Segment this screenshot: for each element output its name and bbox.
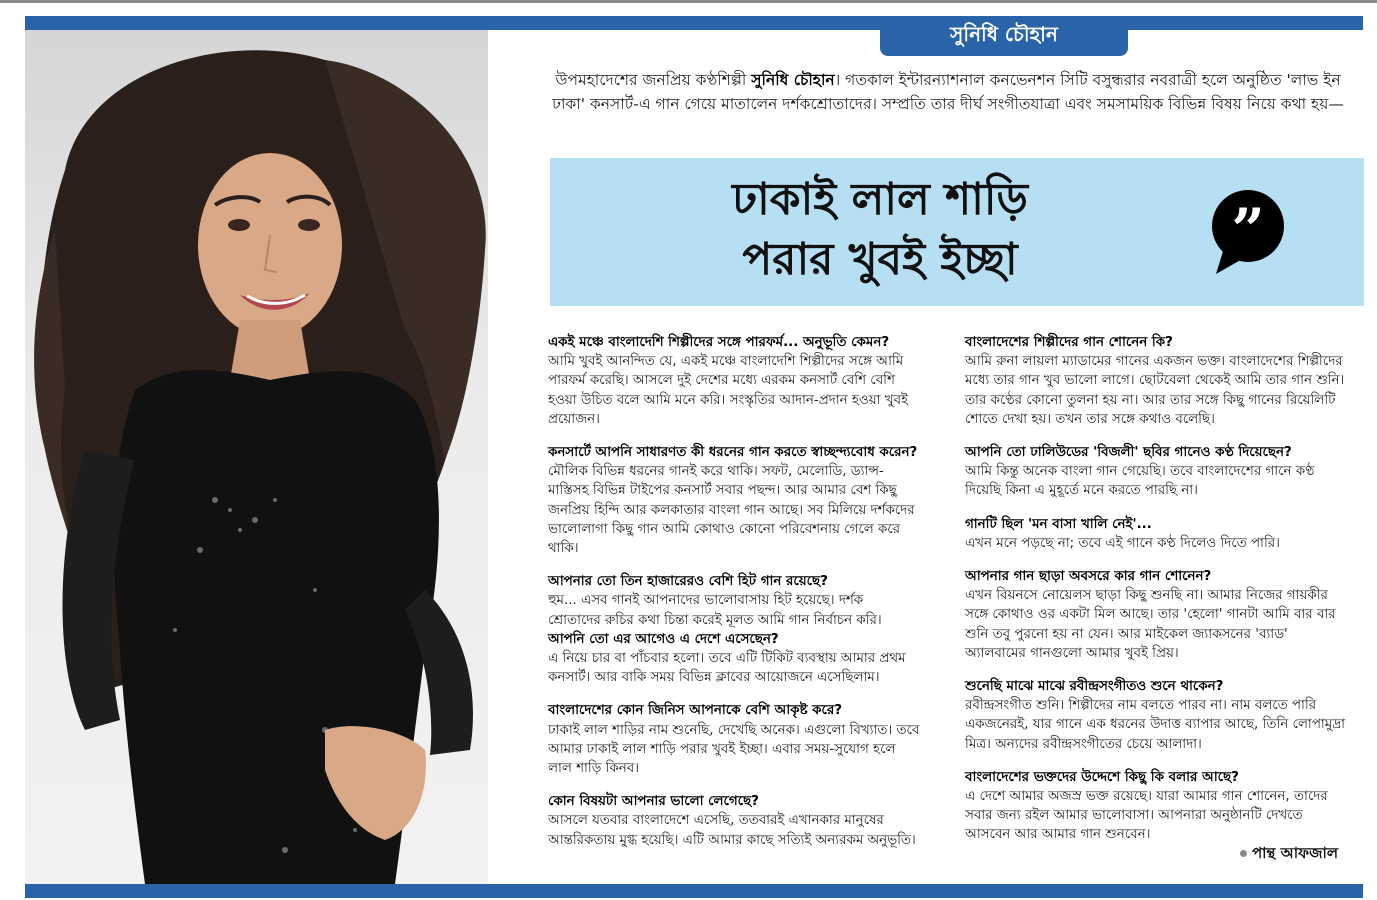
qa-item: [548, 443, 920, 558]
singer-photo: [25, 30, 488, 884]
headline: [550, 170, 1210, 290]
answer: এখন বিয়নসে নোয়েলস ছাড়া কিছু শুনছি না। আমার নিজের গায়কীর সঙ্গে কোথাও ওর একটা মিল আছে। তার 'হেলো' গানটা আমি বার বার শুনি তবু পুরনো হয় না যেন। আর মাইকেল জ্যাকসনের 'ব্যাড' অ্যালবামের গানগুলো আমার খুবই প্রিয়।: [965, 588, 1336, 661]
answer: আমি খুবই আনন্দিত যে, একই মঞ্চে বাংলাদেশি শিল্পীদের সঙ্গে আমি পারফর্ম করেছি। আসলে দুই দেশের মধ্যে এরকম কনসার্ট বেশি বেশি হওয়া উচিত বলে আমি মনে করি। সংস্কৃতির আদান-প্রদান হওয়া খুবই প্রয়োজন।: [548, 354, 909, 427]
headline-line-2: পরার খুবই ইচ্ছা: [742, 234, 1018, 285]
intro-paragraph: [548, 68, 1348, 116]
question: কোন বিষয়টা আপনার ভালো লেগেছে?: [548, 794, 759, 810]
qa-item: [965, 677, 1345, 754]
svg-text:”: ”: [1231, 196, 1265, 264]
answer: আমি কিন্তু অনেক বাংলা গান গেয়েছি। তবে বাংলাদেশের গানে কণ্ঠ দিয়েছি কিনা এ মুহূর্তে মনে করতে পারছি না।: [965, 464, 1315, 499]
left-column: [548, 333, 920, 864]
answer: রবীন্দ্রসংগীত শুনি। শিল্পীদের নাম বলতে পারব না। নাম বলতে পারি একজনেরই, যার গানে এক ধরনের উদাত্ত ব্যাপার আছে, তিনি লোপামুদ্রা মিত্র। অন্যদের রবীন্দ্রসংগীতের চেয়ে আলাদা।: [965, 698, 1346, 752]
intro-rest: । গতকাল ইন্টারন্যাশনাল কনভেনশন সিটি বসুন্ধরার নবরাত্রী হলে অনুষ্ঠিত 'লাভ ইন ঢাকা' কনসার্ট-এ গান গেয়ে মাতালেন দর্শকশ্রোতাদের। সম্প্রতি তার দীর্ঘ সংগীতযাত্রা এবং সমসাময়িক বিভিন্ন বিষয় নিয়ে কথা হয়—: [552, 71, 1344, 113]
question: আপনি তো এর আগেও এ দেশে এসেছেন?: [548, 631, 779, 647]
qa-item: [548, 701, 920, 778]
question: বাংলাদেশের ভক্তদের উদ্দেশে কিছু কি বলার আছে?: [965, 769, 1239, 785]
top-rule: [0, 0, 1377, 3]
answer: ঢাকাই লাল শাড়ির নাম শুনেছি, দেখেছি অনেক। এগুলো বিখ্যাত। তবে আমার ঢাকাই লাল শাড়ি পরার খুবই ইচ্ছা। এবার সময়-সুযোগ হলে লাল শাড়ি কিনব।: [548, 722, 920, 777]
qa-item: [548, 630, 920, 688]
qa-item: [548, 792, 920, 850]
answer: এ দেশে আমার অজস্র ভক্ত রয়েছে। যারা আমার গান শোনেন, তাদের সবার জন্য রইল আমার ভালোবাসা। আপনারা অনুষ্ঠানটি দেখতে আসবেন আর আমার গান শুনবেন।: [965, 789, 1328, 843]
headline-box: [550, 158, 1364, 306]
bottom-color-bar: [25, 884, 1363, 898]
question: আপনার তো তিন হাজারেরও বেশি হিট গান রয়েছে?: [548, 574, 828, 590]
question: শুনেছি মাঝে মাঝে রবীন্দ্রসংগীতও শুনে থাকেন?: [965, 679, 1224, 695]
intro-lead: উপমহাদেশের জনপ্রিয় কণ্ঠশিল্পী: [555, 71, 747, 89]
qa-item: [965, 333, 1345, 429]
name-tab: সুনিধি চৌহান: [880, 16, 1128, 56]
speech-bubble-quote-icon: [1210, 188, 1286, 276]
question: বাংলাদেশের কোন জিনিস আপনাকে বেশি আকৃষ্ট করে?: [548, 703, 843, 719]
right-column: [965, 333, 1345, 859]
question: আপনার গান ছাড়া অবসরে কার গান শোনেন?: [965, 569, 1212, 585]
question: কনসার্টে আপনি সাধারণত কী ধরনের গান করতে স্বাচ্ছন্দ্যবোধ করেন?: [548, 445, 918, 461]
qa-item: [965, 567, 1345, 663]
answer: আমি রুনা লায়লা ম্যাডামের গানের একজন ভক্ত। বাংলাদেশের শিল্পীদের মধ্যে তার গান খুব ভালো লাগে। ছোটবেলা থেকেই আমি তার গান শুনি। তার কণ্ঠের কোনো তুলনা হয় না। আর তার সঙ্গে কিছু গানের রিয়েলিটি শোতে দেখা হয়। তখন তার সঙ্গে কথাও বলেছি।: [965, 354, 1345, 427]
answer: আসলে যতবার বাংলাদেশে এসেছি, ততবারই এখানকার মানুষের আন্তরিকতায় মুগ্ধ হয়েছি। এটি আমার কাছে সত্যিই অন্যরকম অনুভূতি।: [548, 813, 916, 848]
answer: মৌলিক বিভিন্ন ধরনের গানই করে থাকি। সফট, মেলোডি, ড্যান্স-মাস্তিসহ বিভিন্ন টাইপের কনসার্ট সবার পছন্দ। আর আমার বেশ কিছু জনপ্রিয় হিন্দি আর কলকাতার বাংলা গান আছে। সব মিলিয়ে দর্শকদের ভালোলাগা কিছু গান আমি কোথাও কোনো পরিবেশনায় গেলে করে থাকি।: [548, 464, 915, 557]
question: একই মঞ্চে বাংলাদেশি শিল্পীদের সঙ্গে পারফর্ম... অনুভূতি কেমন?: [548, 335, 890, 350]
byline: [1240, 842, 1338, 867]
singer-photo-illustration: [25, 30, 488, 884]
answer: এখন মনে পড়ছে না; তবে এই গানে কণ্ঠ দিলেও দিতে পারি।: [965, 535, 1280, 551]
qa-item: [548, 333, 920, 429]
answer: এ নিয়ে চার বা পাঁচবার হলো। তবে এটি টিকিট ব্যবস্থায় আমার প্রথম কনসার্ট। আর বাকি সময় বিভিন্ন ক্লাবের আয়োজনে এসেছিলাম।: [548, 651, 906, 686]
qa-item: [965, 443, 1345, 501]
answer: হুম... এসব গানই আপনাদের ভালোবাসায় হিট হয়েছে। দর্শক শ্রোতাদের রুচির কথা চিন্তা করেই মূলত আমি গান নির্বাচন করি।: [548, 593, 882, 628]
qa-item: [965, 768, 1345, 845]
bullet-dot: [1240, 850, 1247, 857]
byline-author: পান্থ আফজাল: [1252, 844, 1339, 862]
headline-line-1: ঢাকাই লাল শাড়ি: [732, 174, 1028, 225]
question: বাংলাদেশের শিল্পীদের গান শোনেন কি?: [965, 335, 1173, 350]
question: আপনি তো ঢালিউডের 'বিজলী' ছবির গানেও কণ্ঠ দিয়েছেন?: [965, 445, 1292, 461]
intro-name: সুনিধি চৌহান: [751, 71, 835, 89]
qa-item: [548, 572, 920, 630]
qa-item: [965, 515, 1345, 553]
question: গানটি ছিল 'মন বাসা খালি নেই'...: [965, 516, 1152, 532]
top-color-bar: [25, 16, 1363, 30]
